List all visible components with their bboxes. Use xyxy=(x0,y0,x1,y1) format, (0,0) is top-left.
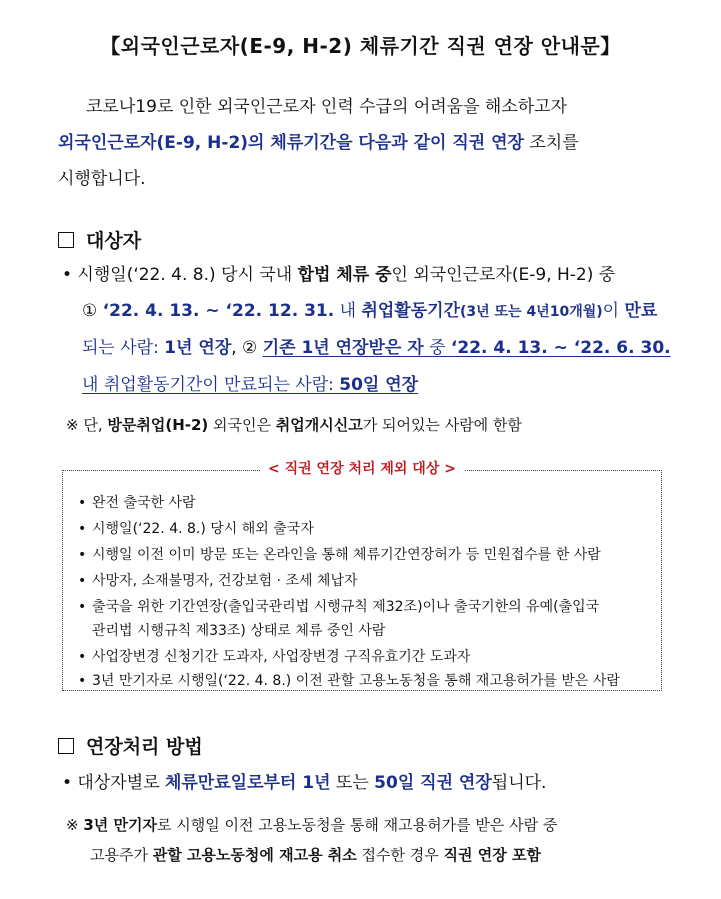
section-heading-method-label: 연장처리 방법 xyxy=(86,736,203,758)
exclusion-item xyxy=(78,596,599,616)
circle-number-2: , ② xyxy=(231,338,263,358)
circle-number-1: ① xyxy=(82,301,103,321)
target-line-3 xyxy=(82,337,671,359)
previously-extended-text: 기존 1년 연장받은 자 xyxy=(262,338,424,358)
target-line-2 xyxy=(82,300,657,323)
exclusion-item-text: 사업장변경 신청기간 도과자, 사업장변경 구직유효기간 도과자 xyxy=(92,649,471,665)
fifty-day-ex-officio-text: 50일 직권 연장 xyxy=(374,773,492,793)
period-2-dates: ‘22. 4. 13. ~ ‘22. 6. 30. xyxy=(450,338,671,358)
method-bullet-1-tail: 됩니다. xyxy=(491,773,547,793)
exclusion-item-text: 시행일 이전 이미 방문 또는 온라인을 통해 체류기간연장허가 등 민원접수를 한 사람 xyxy=(92,547,601,563)
section-heading-target-label: 대상자 xyxy=(86,230,142,252)
bullet-dot-icon: • xyxy=(78,547,87,563)
employment-period-note: (3년 또는 4년10개월) xyxy=(459,304,603,320)
bullet-dot-icon: • xyxy=(78,521,87,537)
target-bullet-1-text: • 시행일(‘22. 4. 8.) 당시 국내 xyxy=(62,265,298,285)
exclusion-title-wrap xyxy=(62,458,662,478)
target-note-mid: 외국인은 xyxy=(208,416,276,434)
ex-officio-included-text: 직권 연장 포함 xyxy=(443,846,541,864)
one-year-from-expiry-text: 체류만료일로부터 1년 xyxy=(164,773,331,793)
exclusion-title: < 직권 연장 처리 제외 대상 > xyxy=(260,458,464,478)
bullet-dot-icon: • xyxy=(78,573,87,589)
exclusion-item xyxy=(78,646,470,666)
method-bullet-1-mid: 또는 xyxy=(330,773,375,793)
method-note-2-prefix: 고용주가 xyxy=(90,846,153,864)
exclusion-item-text: 3년 만기자로 시행일(‘22. 4. 8.) 이전 관할 고용노동청을 통해 재고용허가를 받은 사람 xyxy=(92,673,620,689)
exclusion-item-text: 관리법 시행규칙 제33조) 상태로 체류 중인 사람 xyxy=(92,623,386,639)
method-bullet-1-text: • 대상자별로 xyxy=(62,773,165,793)
target-note-tail: 가 되어있는 사람에 한함 xyxy=(362,416,522,434)
exclusion-item-text: 출국을 위한 기간연장(출입국관리법 시행규칙 제32조)이나 출국기한의 유예(출입국 xyxy=(92,599,600,615)
reemployment-cancel-text: 관할 고용노동청에 재고용 취소 xyxy=(152,846,357,864)
target-note-prefix: ※ 단, xyxy=(66,416,108,434)
target-bullet-1 xyxy=(62,264,615,286)
section-heading-method xyxy=(58,732,203,759)
target-note xyxy=(66,414,522,435)
period-2-mid: 중 xyxy=(423,338,451,358)
method-note-line-2 xyxy=(90,844,541,865)
target-bullet-1-tail: 인 외국인근로자(E-9, H-2) 중 xyxy=(391,265,616,285)
exclusion-item xyxy=(78,670,620,690)
intro-line-2-tail: 조치를 xyxy=(523,133,579,153)
period-1-mid: 내 xyxy=(334,301,362,321)
employment-report-text: 취업개시신고 xyxy=(275,416,363,434)
exclusion-item-continued xyxy=(92,620,385,640)
legal-stay-text: 합법 체류 중 xyxy=(297,265,392,285)
fifty-day-extension-text: 50일 연장 xyxy=(339,375,419,395)
intro-line-1: 코로나19로 인한 외국인근로자 인력 수급의 어려움을 해소하고자 xyxy=(86,97,568,117)
exclusion-item xyxy=(78,492,196,512)
intro-highlight: 외국인근로자(E-9, H-2)의 체류기간을 다음과 같이 직권 연장 xyxy=(58,133,524,153)
square-bullet-icon xyxy=(58,738,74,754)
exclusion-item xyxy=(78,544,601,564)
exclusion-item-text: 사망자, 소재불명자, 건강보험 · 조세 체납자 xyxy=(92,573,358,589)
exclusion-item-text: 시행일(‘22. 4. 8.) 당시 해외 출국자 xyxy=(92,521,314,537)
exclusion-item-text: 완전 출국한 사람 xyxy=(92,495,196,511)
method-note-text: 로 시행일 이전 고용노동청을 통해 재고용허가를 받은 사람 중 xyxy=(156,816,558,834)
employment-period-text: 취업활동기간 xyxy=(361,301,460,321)
period-1-dates: ‘22. 4. 13. ~ ‘22. 12. 31. xyxy=(102,301,335,321)
bullet-dot-icon: • xyxy=(78,649,87,665)
intro-line-2 xyxy=(58,132,579,154)
exclusion-item xyxy=(78,518,314,538)
three-year-expiry-text: 3년 만기자 xyxy=(83,816,157,834)
h2-visa-text: 방문취업(H-2) xyxy=(107,416,209,434)
page-title: 【외국인근로자(E-9, H-2) 체류기간 직권 연장 안내문】 xyxy=(100,34,621,58)
one-year-extension-text: 1년 연장 xyxy=(164,338,232,358)
method-note-prefix: ※ xyxy=(66,816,84,834)
target-line-3-text: 되는 사람: xyxy=(82,338,165,358)
method-note-2-mid: 접수한 경우 xyxy=(356,846,444,864)
target-line-4 xyxy=(82,374,418,396)
expire-text: 만료 xyxy=(624,301,658,321)
intro-line-3: 시행합니다. xyxy=(58,169,146,189)
section-heading-target xyxy=(58,226,141,253)
exclusion-item xyxy=(78,570,358,590)
bullet-dot-icon: • xyxy=(78,495,87,511)
method-bullet-1 xyxy=(62,772,546,794)
target-line-4-text: 내 취업활동기간이 만료되는 사람: xyxy=(82,375,340,395)
square-bullet-icon xyxy=(58,232,74,248)
period-1-mid-2: 이 xyxy=(602,301,625,321)
bullet-dot-icon: • xyxy=(78,673,87,689)
bullet-dot-icon: • xyxy=(78,599,87,615)
method-note-line-1 xyxy=(66,814,557,835)
